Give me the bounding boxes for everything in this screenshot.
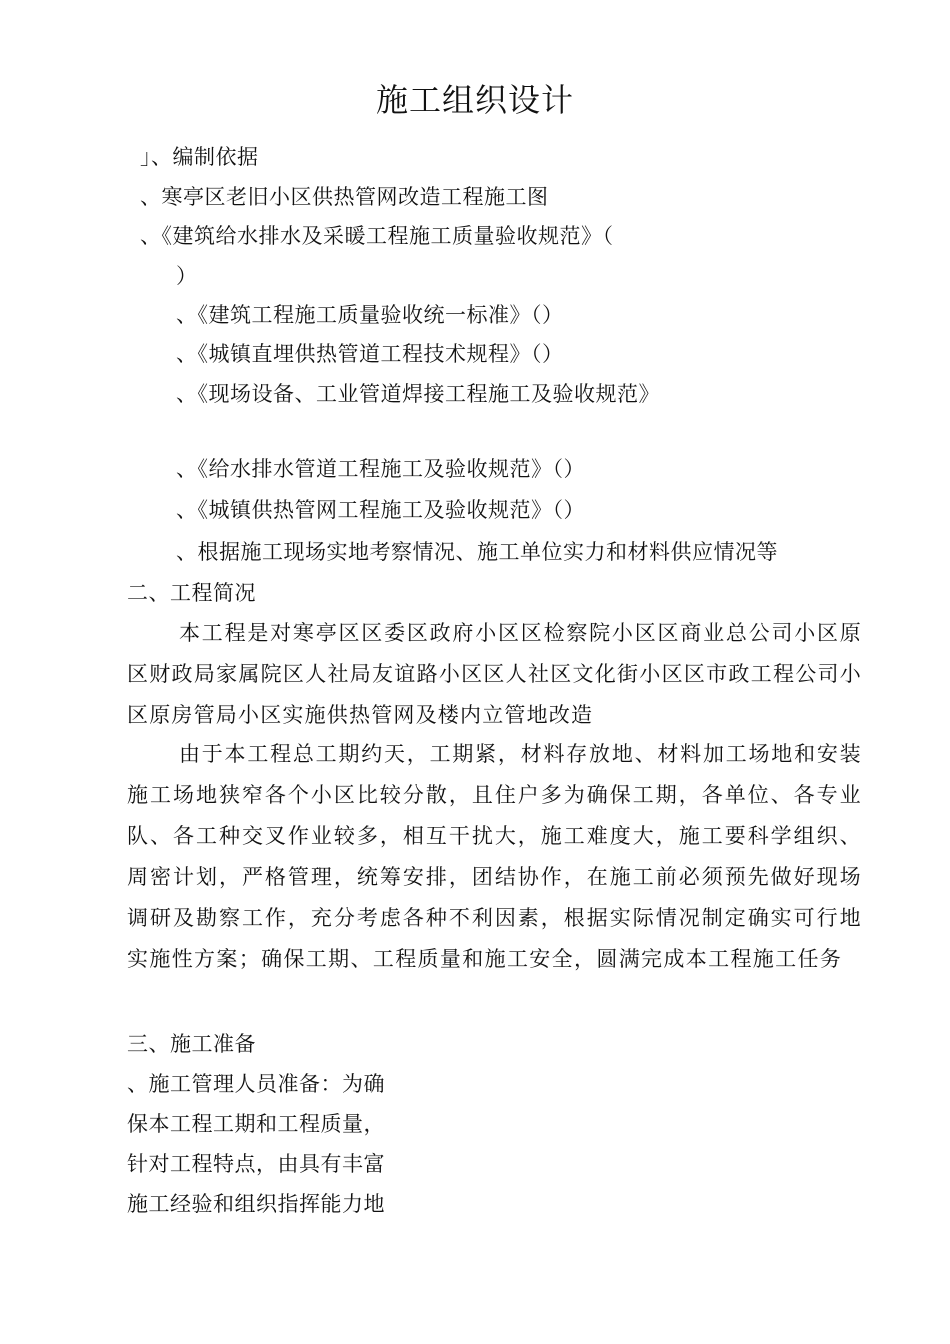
preparation-line-2: 保本工程工期和工程质量， [127, 1112, 385, 1136]
basis-item-2-cont: ） [176, 264, 198, 288]
preparation-line-4: 施工经验和组织指挥能力地 [127, 1192, 385, 1216]
basis-item-6: 、《给水排水管道工程施工及验收规范》（） [176, 457, 585, 481]
section-heading-basis: 」、编制依据 [140, 145, 259, 169]
basis-item-3: 、《建筑工程施工质量验收统一标准》（） [176, 303, 564, 327]
preparation-line-3: 针对工程特点，由具有丰富 [127, 1152, 385, 1176]
page-title: 施工组织设计 [375, 81, 574, 119]
section-heading-overview: 二、工程简况 [127, 581, 256, 605]
basis-item-1: 、寒亭区老旧小区供热管网改造工程施工图 [140, 185, 549, 209]
overview-paragraph-2: 由于本工程总工期约天，工期紧，材料存放地、材料加工场地和安装施工场地狭窄各个小区比较分散，且住户多为确保工期，各单位、各专业队、各工种交叉作业较多，相互干扰大，施工难度大，施工要科学组织、周密计划，严格管理，统筹安排，团结协作，在施工前必须预先做好现场调研及勘察工作，充分考虑各种不利因素，根据实际情况制定确实可行地实施性方案；确保工期、工程质量和施工安全，圆满完成本工程施工任务 [127, 742, 862, 971]
preparation-line-1: 、施工管理人员准备：为确 [127, 1072, 385, 1096]
section-heading-preparation: 三、施工准备 [127, 1032, 256, 1056]
basis-item-4: 、《城镇直埋供热管道工程技术规程》（） [176, 342, 564, 366]
basis-item-8: 、根据施工现场实地考察情况、施工单位实力和材料供应情况等 [176, 540, 778, 564]
overview-paragraph-1: 本工程是对寒亭区区委区政府小区区检察院小区区商业总公司小区原区财政局家属院区人社局友谊路小区区人社区文化街小区区市政工程公司小区原房管局小区实施供热管网及楼内立管地改造 [127, 621, 862, 727]
basis-item-7: 、《城镇供热管网工程施工及验收规范》（） [176, 498, 585, 522]
basis-item-5: 、《现场设备、工业管道焊接工程施工及验收规范》 [176, 382, 660, 406]
basis-item-2: 、《建筑给水排水及采暖工程施工质量验收规范》（ [140, 224, 614, 248]
